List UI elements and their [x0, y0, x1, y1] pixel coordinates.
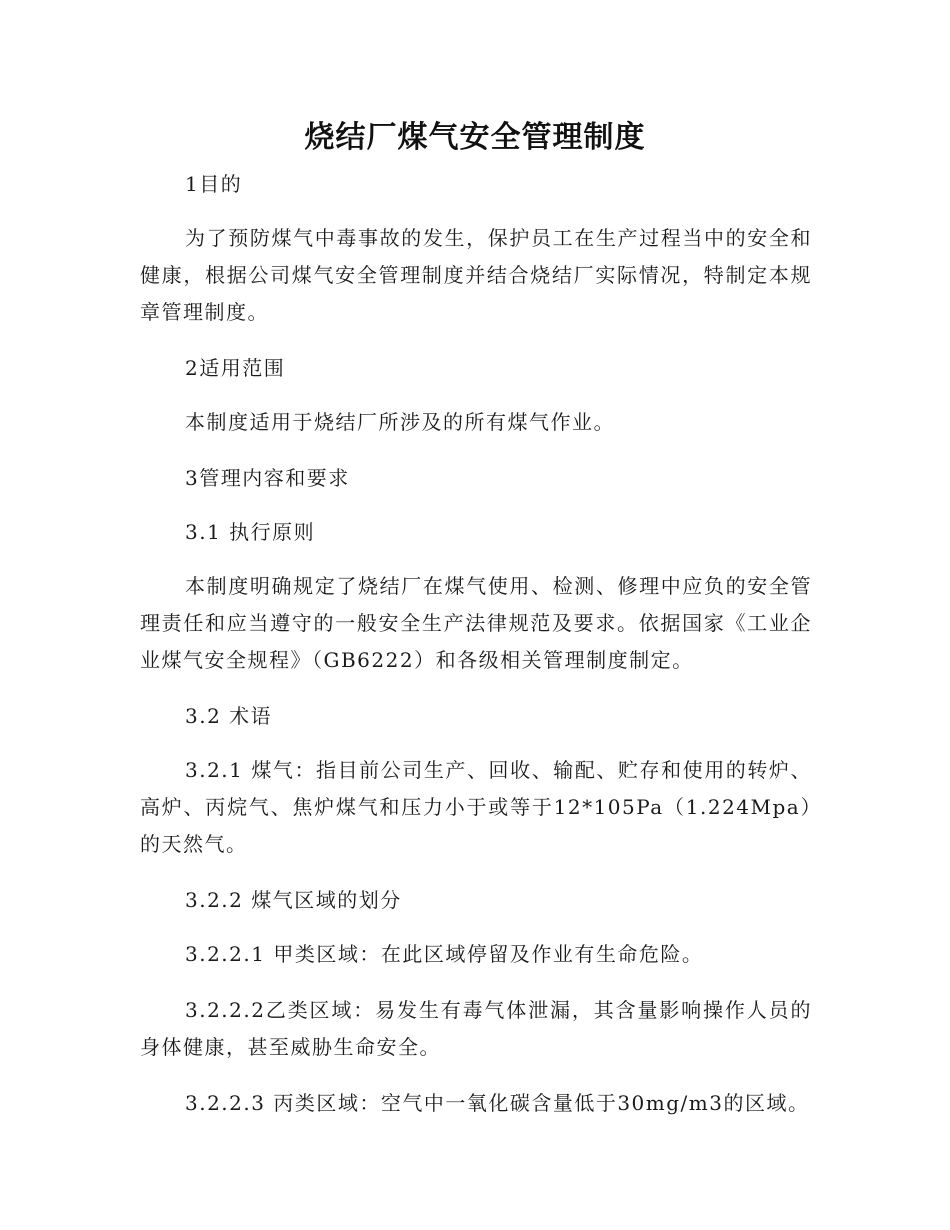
section-3-2-2-heading: 3.2.2 煤气区域的划分	[185, 888, 402, 912]
section-3-2-heading: 3.2 术语	[185, 704, 273, 728]
section-3-2-1-paragraph: 3.2.1 煤气：指目前公司生产、回收、输配、贮存和使用的转炉、高炉、丙烷气、焦炉煤气和压力小于或等于12*105Pa（1.224Mpa）的天然气。	[140, 758, 812, 856]
section-3-2-2-2-paragraph: 3.2.2.2乙类区域：易发生有毒气体泄漏，其含量影响操作人员的身体健康，甚至威胁生命安全。	[140, 998, 812, 1059]
section-2-paragraph: 本制度适用于烧结厂所涉及的所有煤气作业。	[185, 410, 615, 434]
section-1-heading: 1目的	[185, 172, 243, 196]
section-3-2-2-3-paragraph: 3.2.2.3 丙类区域：空气中一氧化碳含量低于30mg/m3的区域。	[185, 1091, 810, 1115]
document-title: 烧结厂煤气安全管理制度	[304, 120, 646, 155]
section-1-paragraph: 为了预防煤气中毒事故的发生，保护员工在生产过程当中的安全和健康，根据公司煤气安全管理制度并结合烧结厂实际情况，特制定本规章管理制度。	[140, 226, 812, 324]
document-body	[140, 166, 812, 1141]
section-2-heading: 2适用范围	[185, 356, 286, 380]
section-3-heading: 3管理内容和要求	[185, 466, 350, 490]
section-3-2-2-1-paragraph: 3.2.2.1 甲类区域：在此区域停留及作业有生命危险。	[185, 942, 704, 966]
section-3-1-paragraph: 本制度明确规定了烧结厂在煤气使用、检测、修理中应负的安全管理责任和应当遵守的一般安全生产法律规范及要求。依据国家《工业企业煤气安全规程》（GB6222）和各级相关管理制度制定。	[140, 574, 812, 672]
section-3-1-heading: 3.1 执行原则	[185, 520, 316, 544]
